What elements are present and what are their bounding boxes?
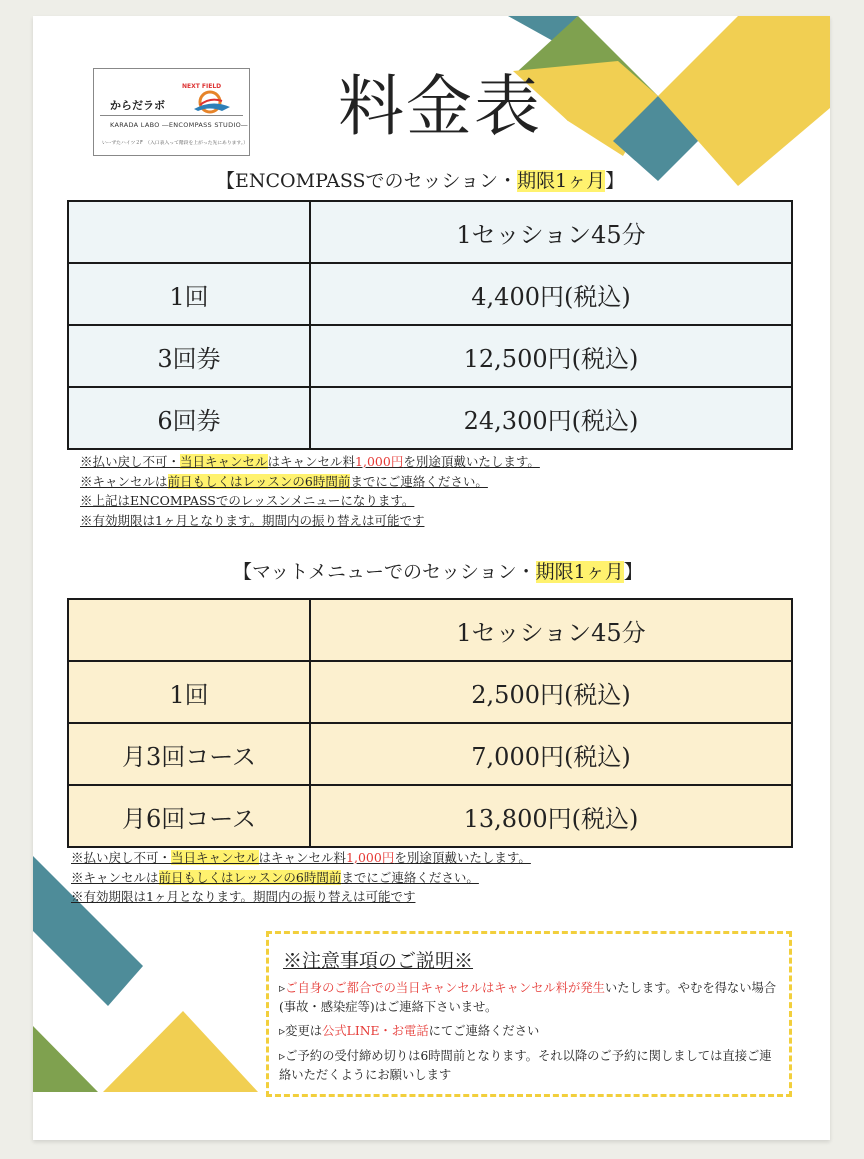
table-row	[68, 723, 792, 785]
logo-brand: からだラボ	[110, 99, 165, 112]
note-line: ※有効期限は1ヶ月となります。期間内の振り替えは可能です	[71, 889, 416, 904]
notice-text: ▹変更は	[279, 1024, 323, 1038]
row-label: 月6回コース	[68, 785, 310, 847]
price-table-mat	[67, 598, 793, 848]
green-triangle-bottom	[33, 1026, 98, 1092]
section2-heading-prefix: 【マットメニューでのセッション・	[233, 561, 536, 583]
table-row	[68, 387, 792, 449]
note-highlight: 当日キャンセル	[171, 850, 259, 865]
notice-title: ※注意事項のご説明※	[283, 950, 474, 972]
logo-badge: NEXT FIELD	[182, 83, 222, 90]
note-text: を別途頂戴いたします。	[403, 454, 540, 469]
notice-item: ▹ご予約の受付締め切りは6時間前となります。それ以降のご予約に関しましては直接ご連絡いただくようにお願いします	[279, 1049, 772, 1082]
note-text: はキャンセル料	[267, 454, 356, 469]
note-text: までにご連絡ください。	[350, 473, 488, 489]
table-row	[68, 263, 792, 325]
logo-mark-icon	[192, 89, 232, 115]
note-text: ※払い戻し不可・	[71, 850, 172, 865]
section1-heading	[216, 166, 624, 193]
note-text: を別途頂戴いたします。	[394, 850, 531, 865]
price-table-encompass	[67, 200, 793, 450]
row-price: 7,000円(税込)	[310, 723, 792, 785]
logo-divider	[100, 115, 243, 116]
notice-red-text: ご自身のご都合での当日キャンセルはキャンセル料が発生	[285, 981, 605, 995]
note-text: ※払い戻し不可・	[80, 454, 181, 469]
logo	[93, 68, 250, 156]
table-row	[68, 661, 792, 723]
section2-notes	[71, 848, 531, 907]
note-line: ※有効期限は1ヶ月となります。期間内の振り替えは可能です	[80, 512, 425, 528]
section1-heading-suffix: 】	[605, 170, 625, 192]
row-label: 1回	[68, 263, 310, 325]
page-title: 料金表	[338, 68, 542, 145]
note-line: ※上記はENCOMPASSでのレッスンメニューになります。	[80, 493, 415, 508]
notice-bullet: ▹	[279, 981, 286, 995]
note-text: までにご連絡ください。	[341, 869, 479, 885]
logo-subtitle: KARADA LABO ―ENCOMPASS STUDIO―	[110, 121, 248, 129]
row-price: 13,800円(税込)	[310, 785, 792, 847]
table-header-row	[68, 599, 792, 661]
section2-heading-highlight: 期限1ヶ月	[535, 561, 624, 583]
notice-red-text: 公式LINE・お電話	[322, 1024, 429, 1038]
table-row	[68, 325, 792, 387]
note-line	[80, 472, 540, 492]
section1-heading-prefix: 【ENCOMPASSでのセッション・	[216, 170, 518, 192]
table-header-cell: 1セッション45分	[310, 201, 792, 263]
notice-text: いたします。やむを得ない場合(事故・感染症等)はご連絡下さいませ。	[279, 981, 777, 1014]
note-text: ※キャンセルは	[71, 869, 159, 885]
row-label: 6回券	[68, 387, 310, 449]
logo-address: いーずたハイツ２F （入口表入って階段を上がった先にあります。）	[102, 141, 249, 146]
row-label: 1回	[68, 661, 310, 723]
notice-item	[279, 1022, 779, 1041]
table-row	[68, 785, 792, 847]
notice-box	[266, 931, 792, 1097]
section1-heading-highlight: 期限1ヶ月	[517, 170, 606, 192]
yellow-triangle-bottom	[103, 1011, 258, 1092]
note-text: ※キャンセルは	[80, 473, 168, 489]
row-label: 月3回コース	[68, 723, 310, 785]
row-price: 4,400円(税込)	[310, 263, 792, 325]
note-highlight: 前日もしくはレッスンの6時間前	[167, 473, 351, 489]
row-price: 2,500円(税込)	[310, 661, 792, 723]
note-red: 1,000円	[346, 850, 395, 865]
table-header-row	[68, 201, 792, 263]
price-sheet	[33, 16, 830, 1140]
table-header-cell: 1セッション45分	[310, 599, 792, 661]
table-header-cell	[68, 599, 310, 661]
note-line	[71, 848, 531, 868]
note-text: はキャンセル料	[258, 850, 347, 865]
note-line	[71, 868, 531, 888]
row-label: 3回券	[68, 325, 310, 387]
yellow-diamond-right	[658, 16, 830, 186]
notice-item	[279, 979, 779, 1017]
section2-heading	[233, 557, 643, 584]
table-header-cell	[68, 201, 310, 263]
note-highlight: 前日もしくはレッスンの6時間前	[158, 869, 342, 885]
notice-text: にてご連絡ください	[428, 1024, 540, 1038]
section2-heading-suffix: 】	[623, 561, 643, 583]
row-price: 24,300円(税込)	[310, 387, 792, 449]
note-red: 1,000円	[355, 454, 404, 469]
note-highlight: 当日キャンセル	[180, 454, 268, 469]
row-price: 12,500円(税込)	[310, 325, 792, 387]
section1-notes	[80, 452, 540, 530]
note-line	[80, 452, 540, 472]
